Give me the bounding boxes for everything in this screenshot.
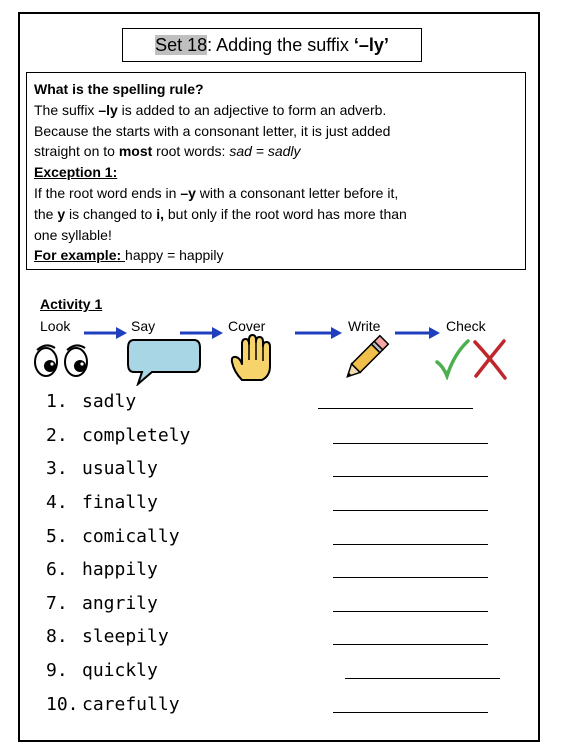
rule-line: The suffix –ly is added to an adjective to form an adverb. (34, 101, 387, 118)
list-item: 3. usually (46, 458, 158, 479)
list-item: 1. sadly (46, 391, 137, 412)
step-say: Say (131, 318, 156, 334)
worksheet-title: Set 18: Adding the suffix ‘–ly’ (122, 28, 422, 62)
rule-line: one syllable! (34, 226, 112, 243)
cross-icon (470, 338, 510, 380)
list-item: 9. quickly (46, 660, 158, 681)
list-item: 6. happily (46, 559, 158, 580)
answer-line[interactable] (333, 644, 488, 645)
arrow-icon (295, 326, 343, 340)
rule-line: If the root word ends in –y with a consonant letter before it, (34, 184, 399, 201)
step-check: Check (446, 318, 486, 334)
answer-line[interactable] (333, 712, 488, 713)
spelling-rule-box (26, 72, 526, 270)
list-item: 8. sleepily (46, 626, 169, 647)
rule-line: straight on to most root words: sad = sadly (34, 143, 301, 160)
step-write: Write (348, 318, 381, 334)
set-label: Set 18 (155, 35, 208, 55)
list-item: 5. comically (46, 526, 180, 547)
answer-line[interactable] (333, 611, 488, 612)
step-look: Look (40, 318, 71, 334)
activity-title: Activity 1 (40, 296, 103, 312)
list-item: 2. completely (46, 425, 191, 446)
answer-line[interactable] (333, 577, 488, 578)
hand-icon (228, 332, 276, 384)
rule-line: the y is changed to i, but only if the root word has more than (34, 205, 407, 222)
speech-bubble-icon (124, 336, 202, 386)
step-cover: Cover (228, 318, 266, 334)
arrow-icon (84, 326, 128, 340)
rule-heading: What is the spelling rule? (34, 81, 204, 97)
eyes-icon (30, 340, 94, 380)
exception-heading: Exception 1: (34, 164, 118, 181)
tick-icon (434, 338, 470, 380)
answer-line[interactable] (345, 678, 500, 679)
answer-line[interactable] (333, 510, 488, 511)
answer-line[interactable] (333, 476, 488, 477)
list-item: 10. carefully (46, 694, 180, 715)
example-line: For example: happy = happily (34, 247, 224, 264)
list-item: 4. finally (46, 492, 158, 513)
rule-line: Because the starts with a consonant letter, it is just added (34, 122, 391, 139)
answer-line[interactable] (333, 544, 488, 545)
list-item: 7. angrily (46, 593, 158, 614)
pencil-icon (340, 334, 390, 384)
answer-line[interactable] (333, 443, 488, 444)
answer-line[interactable] (318, 408, 473, 409)
